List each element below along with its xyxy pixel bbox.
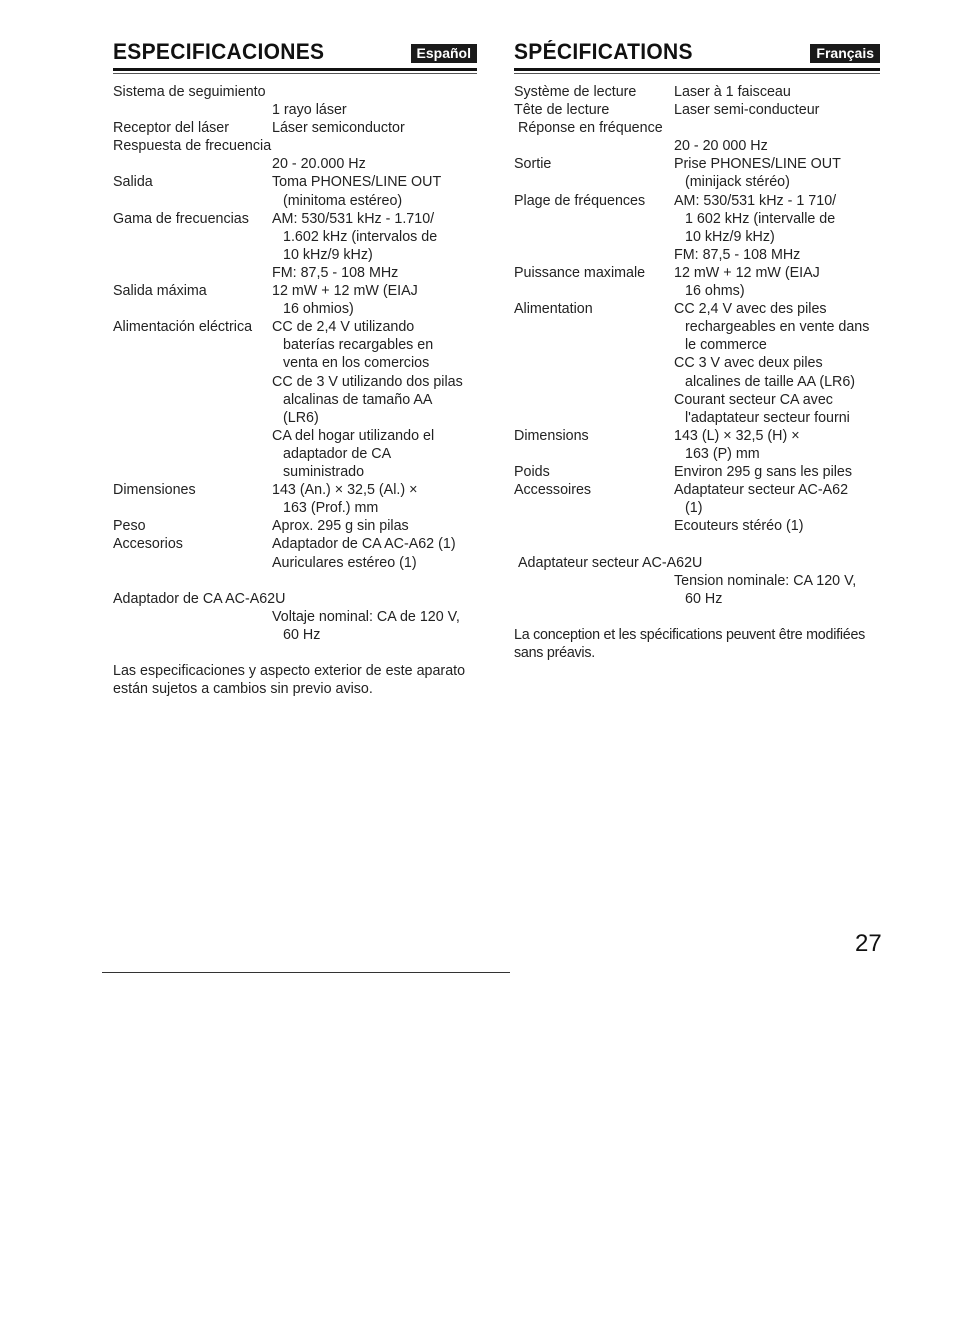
spec-value: Ecouteurs stéréo (1)	[674, 518, 804, 535]
disclaimer-note: La conception et les spécifications peuvent être modifiées sans préavis.	[514, 626, 866, 661]
spec-row	[514, 463, 880, 481]
spec-values	[674, 264, 820, 300]
spec-label: Poids	[514, 464, 550, 481]
spacer	[514, 535, 880, 553]
spacer	[113, 572, 477, 590]
spacer	[113, 644, 477, 662]
spec-label: Dimensions	[514, 427, 589, 444]
spec-values	[272, 101, 347, 119]
spec-label: Plage de fréquences	[514, 192, 646, 209]
spec-label: Adaptador de CA AC-A62U	[113, 590, 286, 607]
spec-value: alcalines de taille AA (LR6)	[685, 373, 856, 390]
page-number: 27	[855, 930, 882, 957]
spec-row	[514, 119, 880, 155]
header-rule	[514, 68, 880, 71]
spec-row	[113, 535, 477, 571]
spec-values	[272, 608, 460, 644]
spec-value: l'adaptateur secteur fourni	[685, 409, 850, 426]
spec-label: Accesorios	[113, 536, 183, 553]
spec-values	[674, 155, 841, 191]
spec-values	[272, 210, 437, 282]
spec-values	[674, 137, 768, 155]
spacer	[514, 608, 880, 626]
spec-value: rechargeables en vente dans	[685, 319, 870, 336]
spec-value: 10 kHz/9 kHz)	[283, 246, 373, 263]
spec-values	[674, 300, 869, 427]
spec-value: Courant secteur CA avec	[674, 391, 833, 408]
spec-value: Auriculares estéreo (1)	[272, 554, 417, 571]
spec-value: Environ 295 g sans les piles	[674, 464, 853, 481]
spec-value: CC 2,4 V avec des piles	[674, 301, 827, 318]
spec-value: Laser à 1 faisceau	[674, 84, 791, 100]
spec-value: 1 602 kHz (intervalle de	[685, 210, 836, 227]
spec-value: baterías recargables en	[283, 337, 434, 354]
spec-value: 10 kHz/9 kHz)	[685, 228, 775, 245]
spec-value: 163 (Prof.) mm	[283, 500, 379, 517]
spec-value: 20 - 20 000 Hz	[674, 138, 768, 155]
spec-row	[514, 264, 880, 300]
spec-value: Tension nominale: CA 120 V,	[674, 572, 857, 589]
french-title: SPÉCIFICATIONS	[514, 40, 693, 65]
spec-value: 20 - 20.000 Hz	[272, 156, 366, 173]
spec-value: 1 rayo láser	[272, 102, 347, 119]
spec-values	[272, 119, 405, 137]
spec-values	[674, 427, 800, 463]
spec-values	[674, 481, 848, 535]
spec-row	[113, 119, 477, 137]
header-rule-thin	[514, 73, 880, 74]
spec-value: Toma PHONES/LINE OUT	[272, 174, 442, 191]
spec-label: Système de lecture	[514, 84, 637, 100]
spec-row	[514, 300, 880, 427]
spec-row	[514, 427, 880, 463]
spec-row	[514, 83, 880, 101]
spec-value: FM: 87,5 - 108 MHz	[674, 246, 801, 263]
spec-row	[514, 155, 880, 191]
spec-row	[113, 210, 477, 282]
spec-value: Voltaje nominal: CA de 120 V,	[272, 608, 460, 625]
spec-value: Láser semiconductor	[272, 120, 405, 137]
spec-label: Salida máxima	[113, 283, 207, 300]
spec-row	[113, 481, 477, 517]
spec-values	[272, 535, 456, 571]
spec-row	[113, 282, 477, 318]
spec-value: 163 (P) mm	[685, 445, 760, 462]
spec-value: 16 ohms)	[685, 283, 745, 300]
spanish-spec-list	[113, 83, 477, 698]
spec-value: AM: 530/531 kHz - 1 710/	[674, 192, 837, 209]
spec-label: Adaptateur secteur AC-A62U	[518, 554, 703, 571]
spec-value: venta en los comercios	[283, 355, 430, 372]
spec-label: Gama de frecuencias	[113, 210, 249, 227]
spec-value: CC 3 V avec deux piles	[674, 355, 823, 372]
spec-row	[514, 192, 880, 264]
spec-values	[272, 318, 463, 481]
spec-value: Adaptador de CA AC-A62 (1)	[272, 536, 456, 553]
spec-label: Alimentation	[514, 301, 593, 318]
spec-values	[272, 481, 417, 517]
spec-value: (minitoma estéreo)	[283, 192, 403, 209]
spec-values	[272, 173, 441, 209]
spec-value: Aprox. 295 g sin pilas	[272, 518, 409, 535]
header-rule	[113, 68, 477, 71]
spec-row	[113, 318, 477, 481]
spec-value: 12 mW + 12 mW (EIAJ	[272, 283, 418, 300]
spec-label: Tête de lecture	[514, 102, 610, 119]
spec-value: 143 (An.) × 32,5 (Al.) ×	[272, 482, 418, 499]
french-header	[514, 38, 880, 70]
spec-row	[514, 481, 880, 535]
spec-values	[272, 517, 409, 535]
spanish-column	[113, 38, 477, 698]
spanish-title: ESPECIFICACIONES	[113, 40, 325, 65]
footer-rule	[102, 972, 510, 973]
spec-value: FM: 87,5 - 108 MHz	[272, 264, 399, 281]
spec-value: 1.602 kHz (intervalos de	[283, 228, 438, 245]
spec-value: Laser semi-conducteur	[674, 102, 820, 119]
spec-value: CC de 3 V utilizando dos pilas	[272, 373, 463, 390]
spec-row	[514, 554, 880, 608]
spec-values	[272, 282, 418, 318]
spec-row	[113, 137, 477, 173]
spec-value: suministrado	[283, 463, 365, 480]
spec-value: adaptador de CA	[283, 445, 392, 462]
spec-values	[674, 463, 852, 481]
spec-label: Respuesta de frecuencia	[113, 138, 272, 155]
spec-values	[674, 101, 819, 119]
spec-value: 60 Hz	[283, 626, 321, 643]
spec-label: Peso	[113, 518, 146, 535]
french-column	[514, 38, 880, 661]
spec-value: CC de 2,4 V utilizando	[272, 319, 415, 336]
spec-value: (minijack stéréo)	[685, 174, 790, 191]
language-badge-spanish: Español	[411, 44, 477, 63]
spec-label: Alimentación eléctrica	[113, 319, 253, 336]
spec-label: Sortie	[514, 156, 552, 173]
spec-values	[674, 572, 856, 608]
spec-value: 60 Hz	[685, 590, 723, 607]
spec-values	[674, 83, 791, 101]
disclaimer-note: Las especificaciones y aspecto exterior de este aparato están sujetos a cambios sin previo aviso.	[113, 663, 466, 698]
language-badge-french: Français	[810, 44, 880, 63]
spec-values	[272, 155, 366, 173]
spec-label: Salida	[113, 174, 153, 191]
spec-value: 12 mW + 12 mW (EIAJ	[674, 264, 820, 281]
spec-row	[514, 101, 880, 119]
spec-value: CA del hogar utilizando el	[272, 427, 435, 444]
spec-label: Réponse en fréquence	[518, 120, 663, 137]
spec-values	[674, 192, 836, 264]
spec-value: AM: 530/531 kHz - 1.710/	[272, 210, 435, 227]
spec-value: 143 (L) × 32,5 (H) ×	[674, 427, 800, 444]
spec-value: Adaptateur secteur AC-A62	[674, 482, 849, 499]
spec-value: 16 ohmios)	[283, 301, 354, 318]
header-rule-thin	[113, 73, 477, 74]
spec-value: (LR6)	[283, 409, 319, 426]
spec-row	[113, 173, 477, 209]
spec-value: Prise PHONES/LINE OUT	[674, 156, 841, 173]
spec-label: Receptor del láser	[113, 120, 230, 137]
spec-row	[113, 590, 477, 644]
french-spec-list	[514, 83, 880, 662]
spec-label: Accessoires	[514, 482, 592, 499]
spec-label: Dimensiones	[113, 482, 196, 499]
spec-row	[113, 83, 477, 119]
spec-label: Puissance maximale	[514, 264, 646, 281]
spec-label: Sistema de seguimiento	[113, 84, 266, 100]
spanish-header	[113, 38, 477, 70]
spec-value: le commerce	[685, 337, 767, 354]
spec-value: alcalinas de tamaño AA	[283, 391, 433, 408]
spec-row	[113, 517, 477, 535]
spec-value: (1)	[685, 500, 703, 517]
